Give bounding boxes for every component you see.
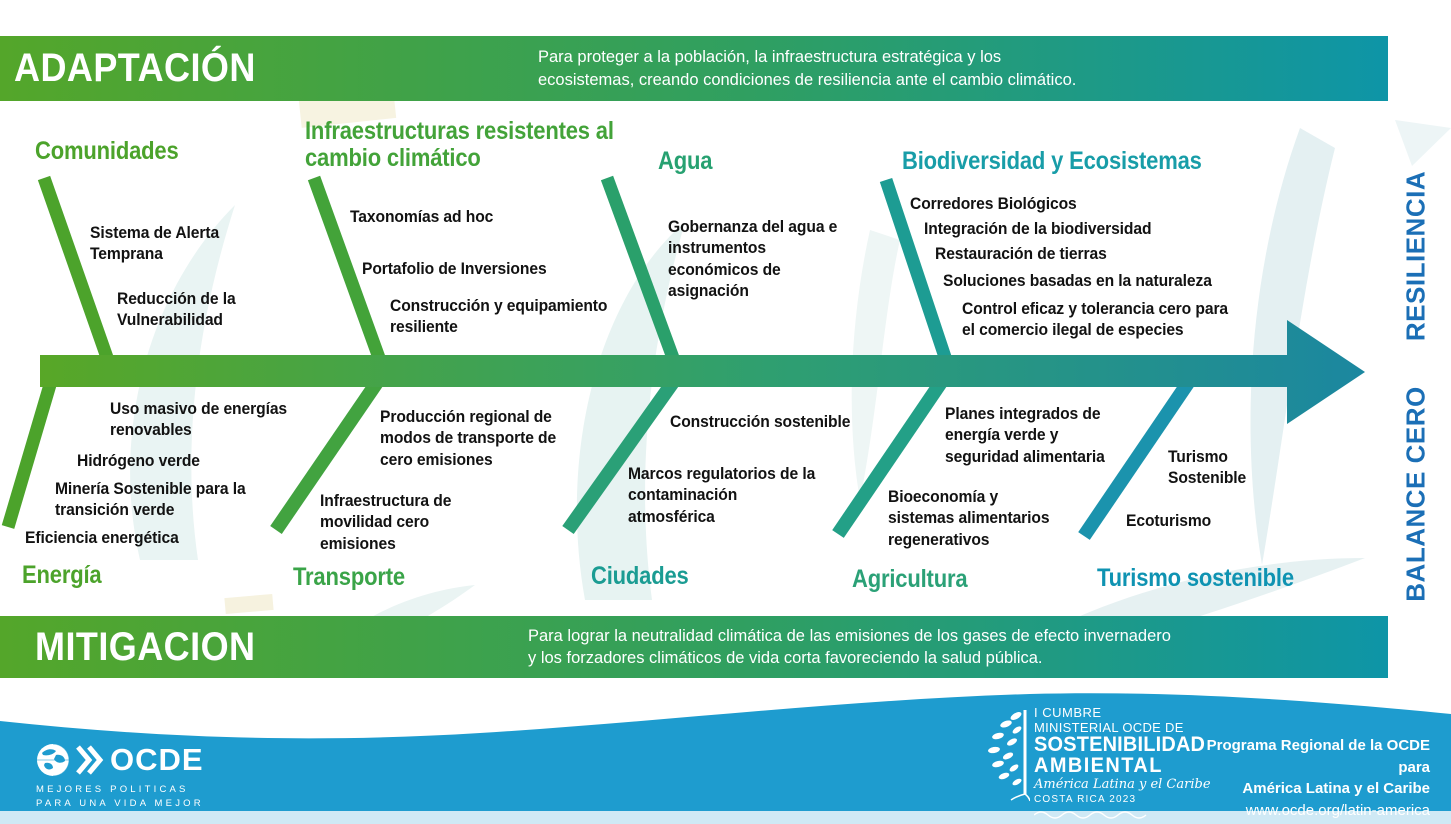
- branch-line-energia: [8, 378, 52, 527]
- item-taxonomias: Taxonomías ad hoc: [350, 207, 494, 226]
- adaptation-description: Para proteger a la población, la infraestructura estratégica y los ecosistemas, creando condiciones de resiliencia ante el cambio climático.: [538, 48, 1077, 89]
- item-portafolio: Portafolio de Inversiones: [362, 259, 547, 278]
- item-energias-renovables: Uso masivo de energías renovables: [110, 399, 288, 440]
- ocde-logo: [36, 742, 204, 812]
- category-agua: Agua: [658, 147, 713, 175]
- category-agricultura: Agricultura: [852, 565, 968, 593]
- adaptation-title: ADAPTACIÓN: [14, 46, 256, 90]
- item-mineria-sostenible: Minería Sostenible para la transición verde: [55, 479, 246, 520]
- item-marcos-regulatorios: Marcos regulatorios de la contaminación atmosférica: [628, 464, 816, 526]
- item-corredores: Corredores Biológicos: [910, 194, 1077, 213]
- mitigation-title: MITIGACION: [35, 624, 256, 669]
- program-line-2: América Latina y el Caribe: [1242, 780, 1430, 797]
- item-produccion-transporte: Producción regional de modos de transporte de cero emisiones: [380, 407, 557, 469]
- item-sistema-alerta: Sistema de Alerta Temprana: [90, 223, 220, 264]
- program-url: www.ocde.org/latin-america: [1245, 801, 1430, 819]
- ocde-tagline: MEJORES POLITICAS PARA UNA VIDA MEJOR: [36, 784, 204, 810]
- item-infraestructura-movilidad: Infraestructura de movilidad cero emisiones: [320, 491, 452, 553]
- item-planes-integrados: Planes integrados de energía verde y seguridad alimentaria: [945, 404, 1105, 466]
- item-reduccion-vulnerabilidad: Reducción de la Vulnerabilidad: [117, 289, 236, 330]
- item-ecoturismo: Ecoturismo: [1126, 511, 1212, 530]
- adaptation-banner: [0, 36, 1388, 101]
- program-line-1: Programa Regional de la OCDE para: [1206, 737, 1430, 776]
- category-ciudades: Ciudades: [591, 562, 689, 590]
- axis-label-balance-cero: BALANCE CERO: [1400, 386, 1431, 602]
- category-energia: Energía: [22, 561, 102, 589]
- item-control-especies: Control eficaz y tolerancia cero para el comercio ilegal de especies: [962, 299, 1229, 340]
- double-chevron-icon: [76, 743, 104, 777]
- ocde-name: OCDE: [110, 742, 204, 777]
- category-biodiversidad: Biodiversidad y Ecosistemas: [902, 147, 1202, 175]
- category-transporte: Transporte: [293, 563, 405, 591]
- program-text: [1180, 735, 1430, 821]
- item-restauracion-tierras: Restauración de tierras: [935, 244, 1107, 263]
- globe-icon: [36, 743, 70, 777]
- tree-icon: [984, 706, 1030, 802]
- item-construccion-sostenible: Construcción sostenible: [670, 412, 851, 431]
- item-integracion-biodiversidad: Integración de la biodiversidad: [924, 219, 1152, 238]
- category-turismo: Turismo sostenible: [1097, 564, 1294, 592]
- mitigation-description: Para lograr la neutralidad climática de las emisiones de los gases de efecto invernadero y los forzadores climáticos de vida corta favoreciendo la salud pública.: [528, 626, 1171, 667]
- wave-underline-icon: [1034, 811, 1154, 819]
- axis-label-resiliencia: RESILIENCIA: [1400, 170, 1431, 342]
- item-turismo-sostenible: Turismo Sostenible: [1168, 447, 1247, 488]
- category-comunidades: Comunidades: [35, 137, 179, 165]
- item-bioeconomia: Bioeconomía y sistemas alimentarios regenerativos: [888, 487, 1050, 549]
- branch-line-comunidades: [44, 178, 110, 366]
- category-infraestructuras: Infraestructuras resistentes al cambio climático: [305, 117, 614, 172]
- item-gobernanza-agua: Gobernanza del agua e instrumentos económicos de asignación: [668, 217, 838, 301]
- item-hidrogeno-verde: Hidrógeno verde: [77, 451, 200, 470]
- item-eficiencia-energetica: Eficiencia energética: [25, 528, 179, 547]
- summit-text: I CUMBRE MINISTERIAL OCDE DE SOSTENIBILIDAD AMBIENTAL América Latina y el Caribe COSTA RICA 2023: [1034, 706, 1214, 824]
- item-soluciones-naturaleza: Soluciones basadas en la naturaleza: [943, 271, 1212, 290]
- item-construccion-resiliente: Construcción y equipamiento resiliente: [390, 296, 608, 337]
- mitigation-banner: [0, 616, 1388, 678]
